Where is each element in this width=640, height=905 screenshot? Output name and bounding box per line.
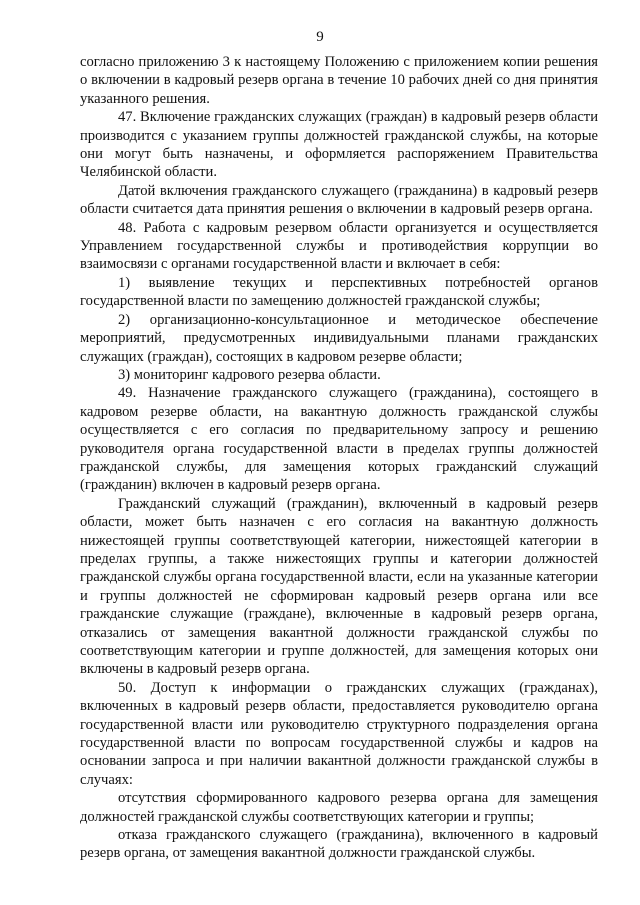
page-number: 9: [316, 29, 324, 45]
paragraph-48-item-3: 3) мониторинг кадрового резерва области.: [118, 366, 381, 383]
paragraph-47: 47. Включение гражданских служащих (граждан) в кадровый резерв области производится с указанием группы должностей гражданской службы, на которые они могут быть назначены, и оформляется распоряжением Правительства Челябинской области.: [80, 109, 598, 181]
paragraph-continuation: согласно приложению 3 к настоящему Положению с приложением копии решения о включении в кадровый резерв органа в течение 10 рабочих дней со дня принятия указанного решения.: [80, 54, 598, 107]
paragraph-50: 50. Доступ к информации о гражданских служащих (гражданах), включенных в кадровый резерв области, предоставляется руководителю органа государственной власти или руководителю структурного подразделения органа государственной власти по вопросам государственной службы и кадров на основании запроса и при наличии вакантной должности гражданской службы в случаях:: [80, 679, 598, 788]
paragraph-50-case-1: отсутствия сформированного кадрового резерва органа для замещения должностей гражданской службы соответствующих категории и группы;: [80, 790, 598, 825]
paragraph-48: 48. Работа с кадровым резервом области организуется и осуществляется Управлением государственной службы и противодействия коррупции во взаимосвязи с органами государственной власти и включает в себя:: [80, 219, 598, 273]
paragraph-50-case-2: отказа гражданского служащего (гражданина), включенного в кадровый резерв органа, от замещения вакантной должности гражданской службы.: [80, 827, 598, 862]
document-body: [80, 53, 598, 863]
paragraph-47-inclusion-date: Датой включения гражданского служащего (гражданина) в кадровый резерв области считается дата принятия решения о включении в кадровый резерв органа.: [80, 182, 598, 218]
paragraph-49: 49. Назначение гражданского служащего (гражданина), состоящего в кадровом резерве области, на вакантную должность гражданской службы осуществляется с его согласия по предварительному запросу и решению руководителя органа государственной власти в пределах группы должностей гражданской службы, для замещения которых гражданский служащий (гражданин) включен в кадровый резерв органа.: [80, 385, 598, 494]
paragraph-49-lower-position: Гражданский служащий (гражданин), включенный в кадровый резерв области, может быть назначен с его согласия на вакантную должность нижестоящей группы соответствующей категории, нижестоящей категории в пределах группы, а также нижестоящих группы и категории должностей гражданской службы органа государственной власти, если на указанные категории и группы должностей не сформирован кадровый резерв органа или все гражданские служащие (граждане), включенные в кадровый резерв органа, отказались от замещения вакантной должности гражданской службы по соответствующим категории и группе должностей, для замещения которых они включены в кадровый резерв органа.: [80, 495, 598, 678]
paragraph-48-item-2: 2) организационно-консультационное и методическое обеспечение мероприятий, предусмотренных индивидуальными планами гражданских служащих (граждан), состоящих в кадровом резерве области;: [80, 311, 598, 365]
paragraph-48-item-1: 1) выявление текущих и перспективных потребностей органов государственной власти по замещению должностей гражданской службы;: [80, 274, 598, 310]
